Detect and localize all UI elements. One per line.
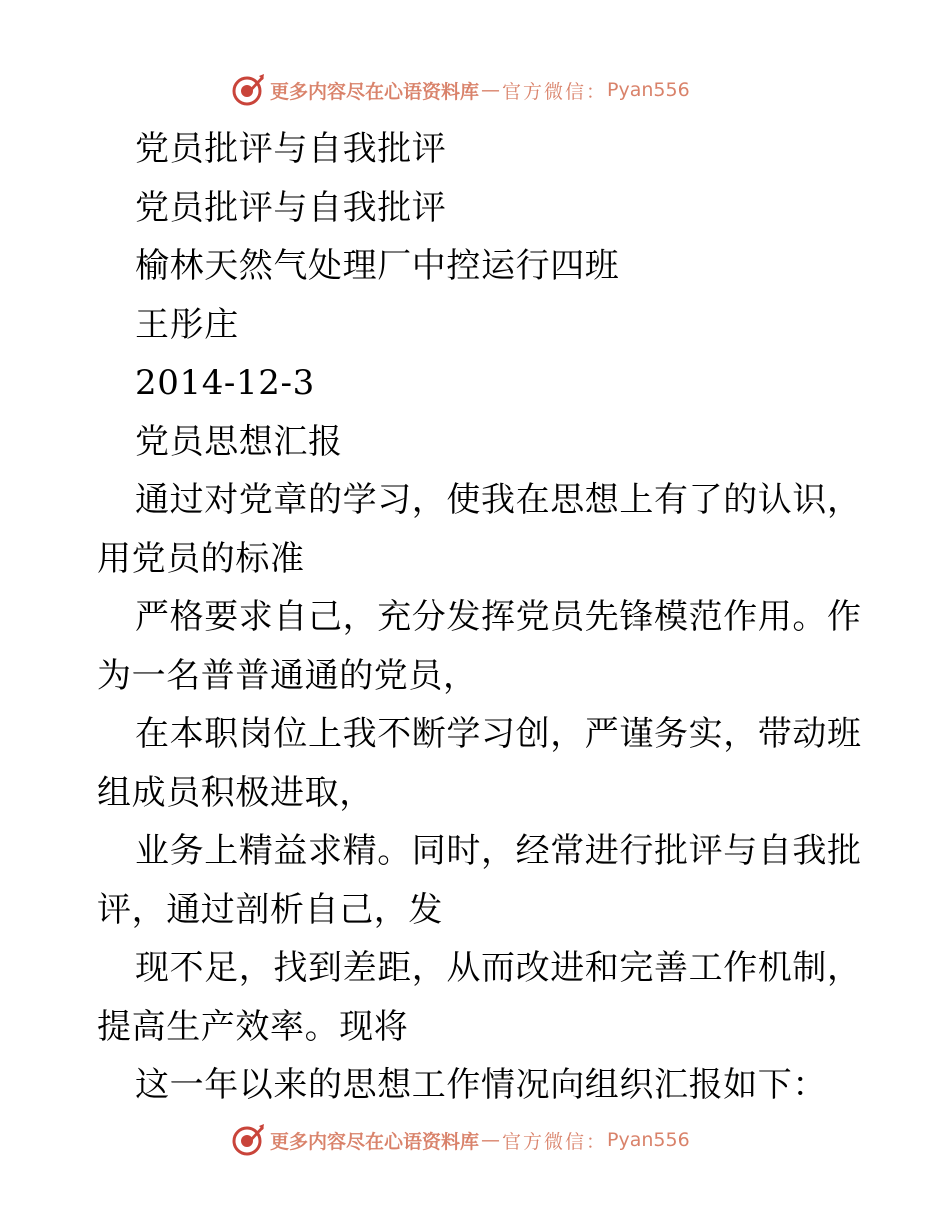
paragraph-line: 提高生产效率。现将 <box>97 1006 409 1047</box>
paragraph-line: 为一名普普通通的党员， <box>97 655 478 696</box>
paragraph-line: 通过对党章的学习，使我在思想上有了的认识， <box>135 480 862 520</box>
quill-logo-icon <box>232 73 266 107</box>
watermark-brand: 更多内容尽在心语资料库 <box>270 1130 480 1153</box>
watermark-brand: 更多内容尽在心语资料库 <box>270 80 480 103</box>
paragraph-line: 这一年以来的思想工作情况向组织汇报如下： <box>135 1065 827 1105</box>
watermark-dash: — <box>481 79 501 101</box>
author-name: 王彤庄 <box>135 304 239 345</box>
paragraph-line: 评，通过剖析自己，发 <box>97 889 443 930</box>
watermark-official-label: 官方微信： <box>502 1130 608 1153</box>
organization-name: 榆林天然气处理厂中控运行四班 <box>135 246 620 286</box>
document-title: 党员批评与自我批评 <box>135 129 447 169</box>
paragraph-line: 现不足，找到差距，从而改进和完善工作机制， <box>135 948 862 988</box>
document-body <box>97 120 862 1115</box>
paragraph-line: 严格要求自己，充分发挥党员先锋模范作用。作 <box>135 597 862 637</box>
header-watermark <box>232 72 690 108</box>
paragraph-line: 用党员的标准 <box>97 538 305 579</box>
paragraph-line: 组成员积极进取， <box>97 772 374 813</box>
paragraph-line: 业务上精益求精。同时，经常进行批评与自我批 <box>135 831 862 871</box>
watermark-wechat-id: Pyan556 <box>607 79 690 101</box>
quill-logo-icon <box>232 1123 266 1157</box>
watermark-wechat-id: Pyan556 <box>607 1129 690 1151</box>
watermark-official-label: 官方微信： <box>502 80 608 103</box>
paragraph-line: 在本职岗位上我不断学习创，严谨务实，带动班 <box>135 714 862 754</box>
document-subtitle: 党员批评与自我批评 <box>135 187 447 228</box>
section-heading: 党员思想汇报 <box>135 421 343 462</box>
watermark-dash: — <box>481 1129 501 1151</box>
footer-watermark <box>232 1122 690 1158</box>
document-date: 2014-12-3 <box>135 363 315 403</box>
